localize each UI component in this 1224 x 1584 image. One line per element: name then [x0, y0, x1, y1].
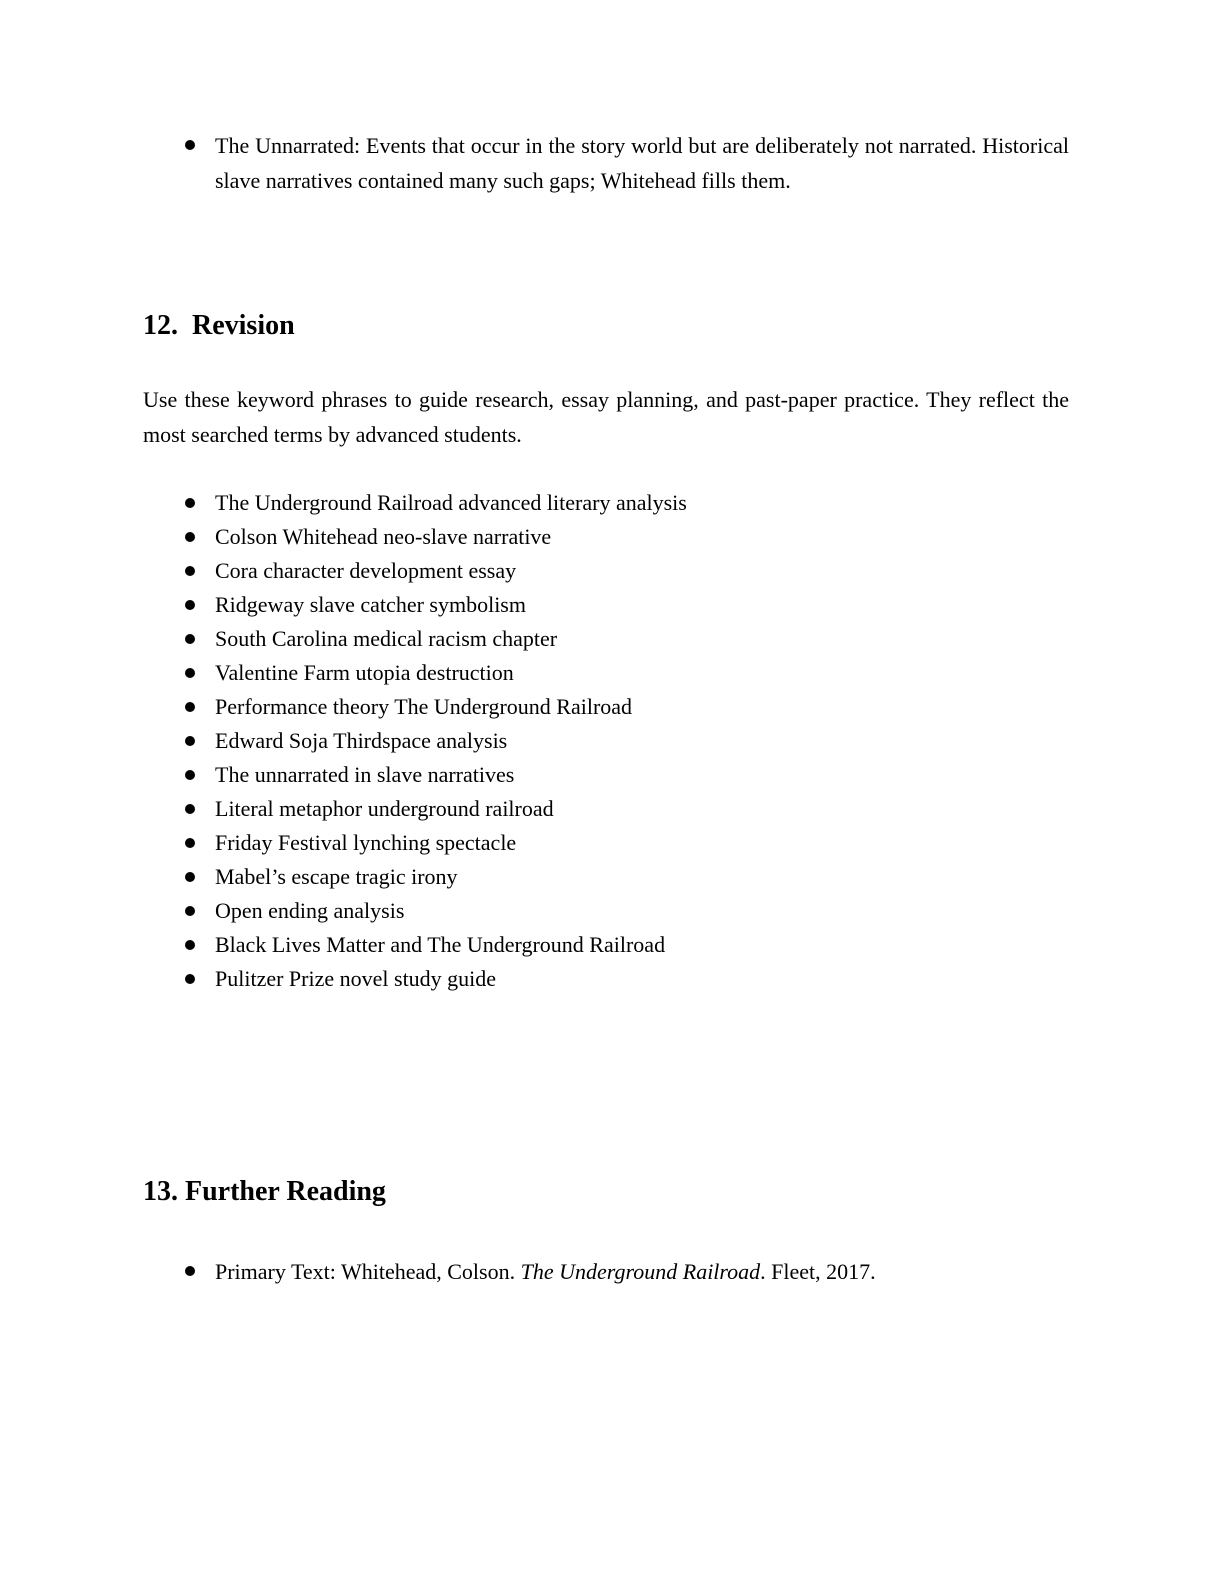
keyword-item — [143, 894, 1069, 928]
bullet-icon — [185, 736, 195, 746]
bullet-icon — [185, 702, 195, 712]
keyword-text: The unnarrated in slave narratives — [215, 762, 515, 787]
bullet-icon — [185, 634, 195, 644]
bullet-icon — [185, 838, 195, 848]
bullet-icon — [185, 1266, 195, 1276]
keyword-text: Literal metaphor underground railroad — [215, 796, 554, 821]
keyword-text: Mabel’s escape tragic irony — [215, 864, 458, 889]
keyword-item — [143, 690, 1069, 724]
keyword-text: Black Lives Matter and The Underground Railroad — [215, 932, 666, 957]
intro-bullet-text: The Unnarrated: Events that occur in the story world but are deliberately not narrated. Historical slave narratives contained many such gaps; Whitehead fills them. — [215, 133, 1069, 193]
primary-text-suffix: . Fleet, 2017. — [760, 1259, 876, 1284]
bullet-icon — [185, 906, 195, 916]
section-heading-further-reading: 13. Further Reading — [143, 1176, 386, 1207]
keyword-text: Colson Whitehead neo-slave narrative — [215, 524, 552, 549]
keyword-item — [143, 588, 1069, 622]
bullet-icon — [185, 532, 195, 542]
bullet-icon — [185, 668, 195, 678]
keyword-text: Cora character development essay — [215, 558, 517, 583]
keyword-item — [143, 826, 1069, 860]
keyword-item — [143, 928, 1069, 962]
bullet-icon — [185, 140, 195, 150]
bullet-icon — [185, 770, 195, 780]
intro-bullet-item — [143, 128, 1069, 198]
keyword-item — [143, 724, 1069, 758]
keyword-item — [143, 962, 1069, 996]
keyword-text: Pulitzer Prize novel study guide — [215, 966, 497, 991]
further-reading-item — [143, 1254, 1069, 1289]
keyword-text: Friday Festival lynching spectacle — [215, 830, 517, 855]
keyword-text: Edward Soja Thirdspace analysis — [215, 728, 508, 753]
keyword-item — [143, 486, 1069, 520]
keyword-text: Valentine Farm utopia destruction — [215, 660, 514, 685]
keyword-item — [143, 656, 1069, 690]
keyword-text: The Underground Railroad advanced literary analysis — [215, 490, 687, 515]
bullet-icon — [185, 804, 195, 814]
keyword-item — [143, 860, 1069, 894]
keyword-text: South Carolina medical racism chapter — [215, 626, 558, 651]
further-reading-list — [143, 1254, 1069, 1289]
keyword-item — [143, 792, 1069, 826]
bullet-icon — [185, 940, 195, 950]
revision-intro-paragraph: Use these keyword phrases to guide research, essay planning, and past-paper practice. They reflect the most searched terms by advanced students. — [143, 387, 1069, 447]
keyword-item — [143, 622, 1069, 656]
bullet-icon — [185, 872, 195, 882]
keyword-text: Ridgeway slave catcher symbolism — [215, 592, 526, 617]
keyword-list — [143, 486, 1069, 996]
intro-bullet-list — [143, 128, 1069, 198]
bullet-icon — [185, 498, 195, 508]
primary-text-prefix: Primary Text: Whitehead, Colson. — [215, 1259, 521, 1284]
keyword-text: Open ending analysis — [215, 898, 405, 923]
bullet-icon — [185, 566, 195, 576]
bullet-icon — [185, 600, 195, 610]
bullet-icon — [185, 974, 195, 984]
further-reading-text — [215, 1254, 1069, 1289]
keyword-item — [143, 520, 1069, 554]
section-heading-revision: 12. Revision — [143, 310, 295, 341]
keyword-text: Performance theory The Underground Railroad — [215, 694, 633, 719]
book-title-italic: The Underground Railroad — [520, 1259, 761, 1284]
keyword-item — [143, 554, 1069, 588]
keyword-item — [143, 758, 1069, 792]
